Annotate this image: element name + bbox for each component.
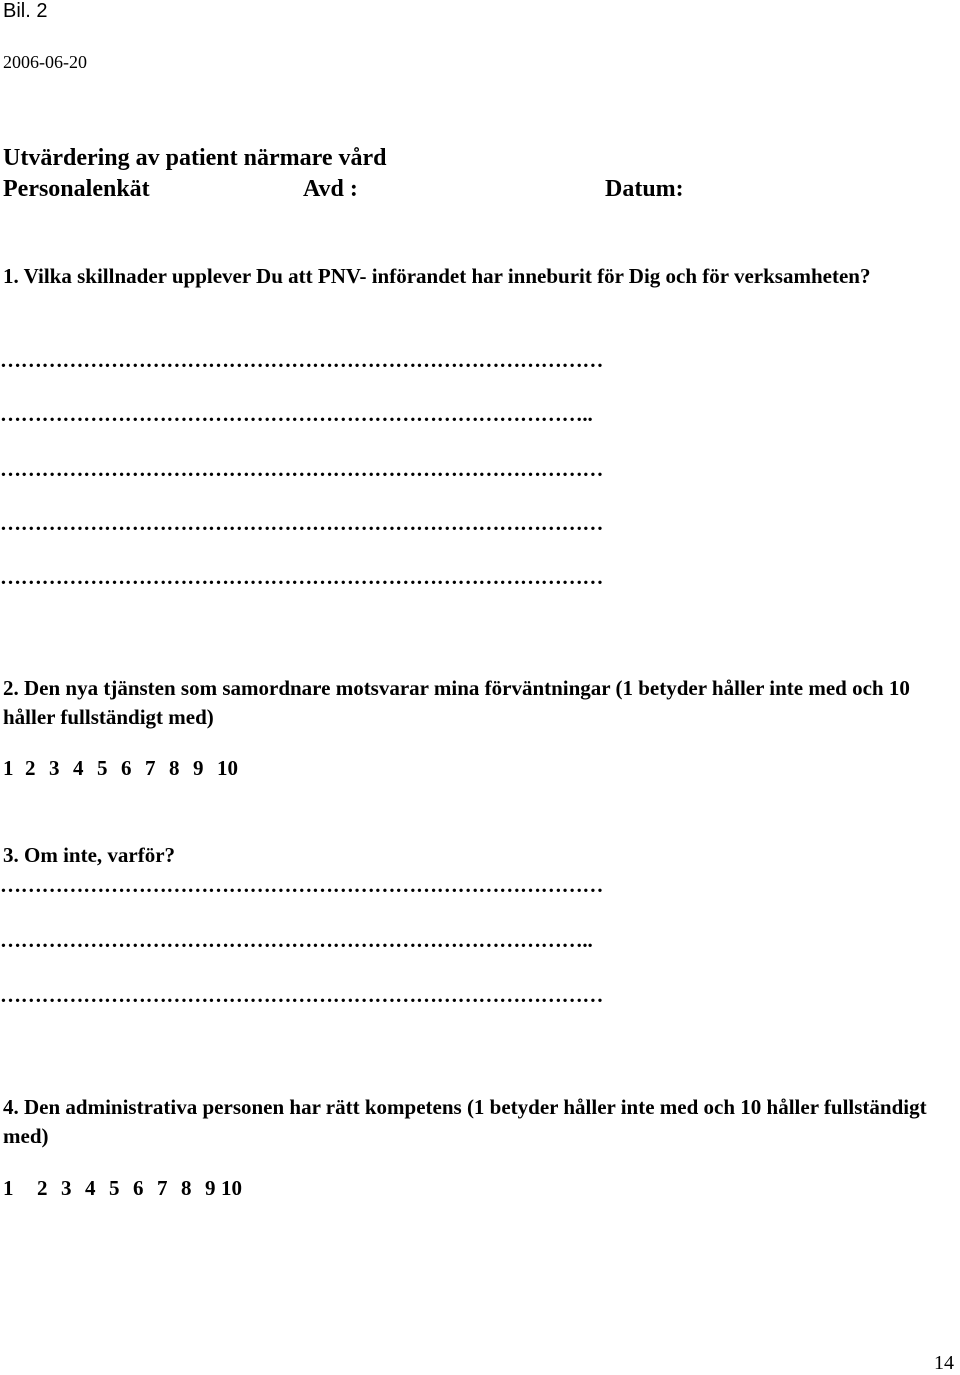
rating-option: 7 xyxy=(157,1176,168,1200)
question-4-text: 4. Den administrativa personen har rätt kompetens (1 betyder håller inte med och 10 håller fullständigt med) xyxy=(3,1095,927,1148)
rating-option: 8 xyxy=(181,1176,192,1200)
answer-line: …………………………………………………………………………… xyxy=(0,511,604,535)
rating-scale-q4 xyxy=(3,1176,242,1201)
rating-option: 5 xyxy=(109,1176,120,1200)
answer-line: ………………………………………………………………………….. xyxy=(0,928,593,952)
rating-option: 2 xyxy=(25,756,36,780)
question-3-text: 3. Om inte, varför? xyxy=(3,843,176,867)
page-title: Utvärdering av patient närmare vård xyxy=(3,145,387,171)
answer-line: …………………………………………………………………………… xyxy=(0,565,604,589)
answer-line: …………………………………………………………………………… xyxy=(0,348,604,372)
rating-option: 9 xyxy=(193,756,204,780)
rating-option: 1 xyxy=(3,1176,14,1200)
rating-option: 1 xyxy=(3,756,14,780)
survey-label: Personalenkät xyxy=(3,176,150,202)
question-2-text: 2. Den nya tjänsten som samordnare motsvarar mina förväntningar (1 betyder håller inte med och 10 håller fullständigt med) xyxy=(3,676,910,729)
rating-option: 2 xyxy=(37,1176,48,1200)
attachment-label: Bil. 2 xyxy=(3,0,48,22)
rating-option: 3 xyxy=(49,756,60,780)
department-label: Avd : xyxy=(303,176,358,202)
question-1-text: 1. Vilka skillnader upplever Du att PNV- införandet har inneburit för Dig och för verksamheten? xyxy=(3,264,871,288)
page-number: 14 xyxy=(934,1352,954,1374)
rating-option: 3 xyxy=(61,1176,72,1200)
rating-option: 9 xyxy=(205,1176,216,1200)
document-date: 2006-06-20 xyxy=(3,52,87,72)
rating-option: 10 xyxy=(221,1176,242,1200)
date-field-label: Datum: xyxy=(605,176,684,202)
answer-line: …………………………………………………………………………… xyxy=(0,457,604,481)
answer-line: …………………………………………………………………………… xyxy=(0,983,604,1007)
rating-option: 4 xyxy=(73,756,84,780)
rating-option: 8 xyxy=(169,756,180,780)
rating-scale-q2 xyxy=(3,756,238,781)
rating-option: 7 xyxy=(145,756,156,780)
rating-option: 4 xyxy=(85,1176,96,1200)
rating-option: 5 xyxy=(97,756,108,780)
rating-option: 6 xyxy=(121,756,132,780)
rating-option: 10 xyxy=(217,756,238,780)
answer-line: ………………………………………………………………………….. xyxy=(0,402,593,426)
answer-line: …………………………………………………………………………… xyxy=(0,873,604,897)
rating-option: 6 xyxy=(133,1176,144,1200)
